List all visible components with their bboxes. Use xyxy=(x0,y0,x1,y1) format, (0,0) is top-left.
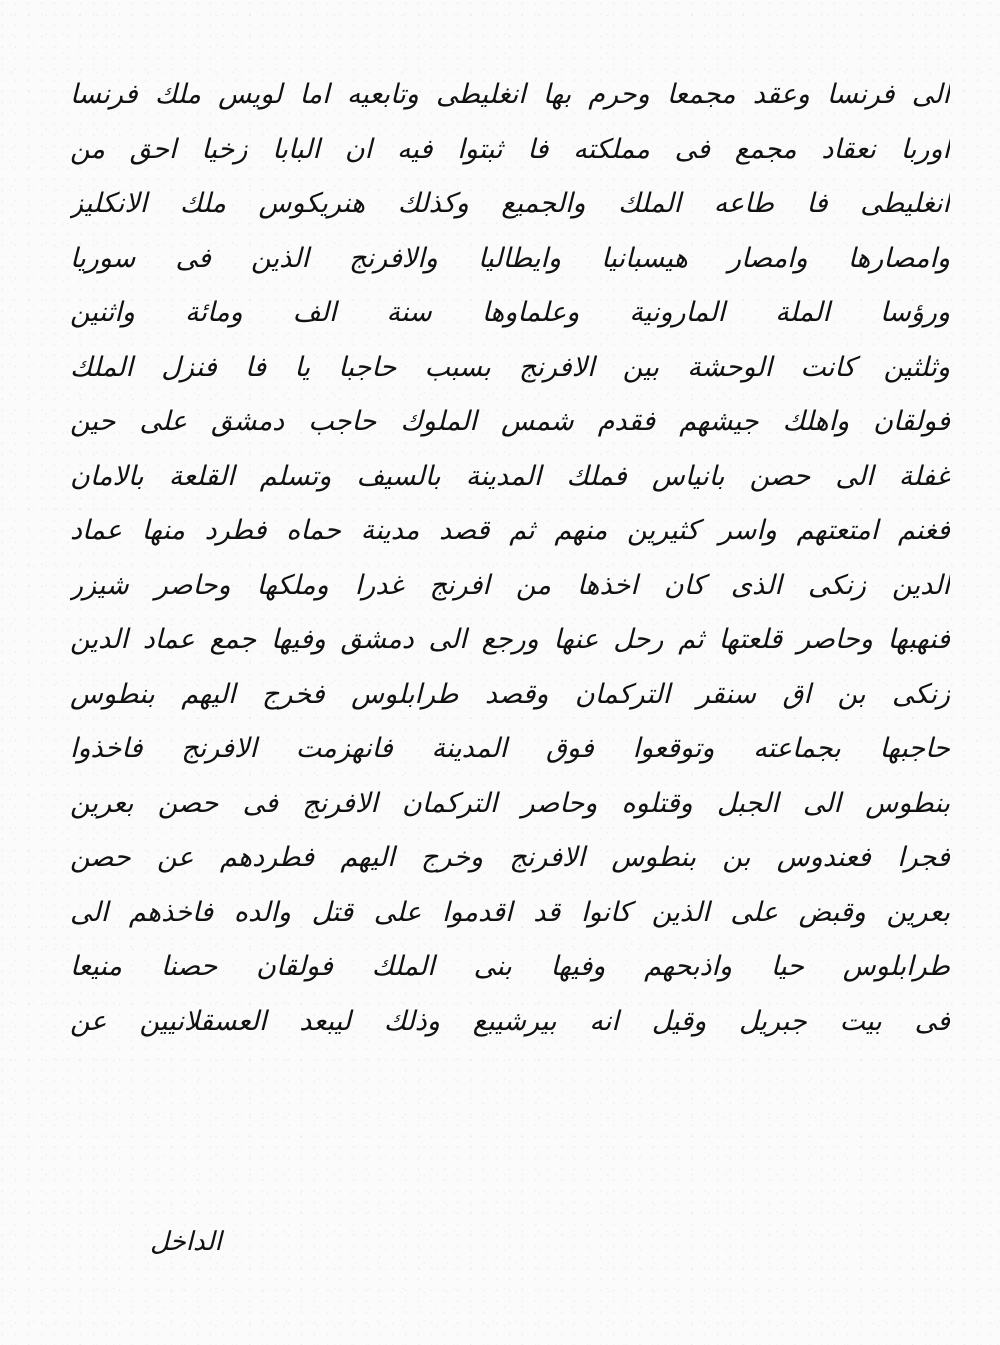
manuscript-line: حاجبها بجماعته وتوقعوا فوق المدينة فانهزمت الافرنج فاخذوا xyxy=(70,733,950,764)
manuscript-line: فغنم امتعتهم واسر كثيرين منهم ثم قصد مدينة حماه فطرد منها عماد xyxy=(70,515,950,546)
manuscript-line: فنهبها وحاصر قلعتها ثم رحل عنها ورجع الى دمشق وفيها جمع عماد الدين xyxy=(70,624,950,655)
manuscript-line: فجرا فعندوس بن بنطوس الافرنج وخرج اليهم فطردهم عن حصن xyxy=(70,842,950,873)
catchword: الداخل xyxy=(150,1227,222,1257)
manuscript-line: انغليطى فا طاعه الملك والجميع وكذلك هنريكوس ملك الانكليز xyxy=(70,188,950,219)
manuscript-line: الدين زنكى الذى كان اخذها من افرنج غدرا وملكها وحاصر شيزر xyxy=(70,569,950,601)
manuscript-line: وامصارها وامصار هيسبانيا وايطاليا والافرنج الذين فى سوريا xyxy=(70,242,950,274)
manuscript-line: اوربا نعقاد مجمع فى مملكته فا ثبتوا فيه ان البابا زخيا احق من xyxy=(70,133,950,165)
manuscript-line: ورؤسا الملة المارونية وعلماوها سنة الف ومائة واثنين xyxy=(70,297,950,328)
manuscript-text-block xyxy=(70,68,950,1049)
manuscript-line: وثلثين كانت الوحشة بين الافرنج بسبب حاجبا يا فا فنزل الملك xyxy=(70,351,950,383)
manuscript-line: طرابلوس حيا واذبحهم وفيها بنى الملك فولقان حصنا منيعا xyxy=(70,951,950,982)
manuscript-line: فى بيت جبريل وقيل انه بيرشيبع وذلك ليبعد العسقلانيين عن xyxy=(70,1005,950,1037)
manuscript-line: زنكى بن اق سنقر التركمان وقصد طرابلوس فخرج اليهم بنطوس xyxy=(70,678,950,710)
manuscript-line: غفلة الى حصن بانياس فملك المدينة بالسيف وتسلم القلعة بالامان xyxy=(70,460,950,492)
manuscript-line: الى فرنسا وعقد مجمعا وحرم بها انغليطى وتابعيه اما لويس ملك فرنسا xyxy=(70,79,950,110)
manuscript-line: بنطوس الى الجبل وقتلوه وحاصر التركمان الافرنج فى حصن بعرين xyxy=(70,787,950,819)
manuscript-line: فولقان واهلك جيشهم فقدم شمس الملوك حاجب دمشق على حين xyxy=(70,406,950,437)
manuscript-line: بعرين وقبض على الذين كانوا قد اقدموا على قتل والده فاخذهم الى xyxy=(70,896,950,928)
